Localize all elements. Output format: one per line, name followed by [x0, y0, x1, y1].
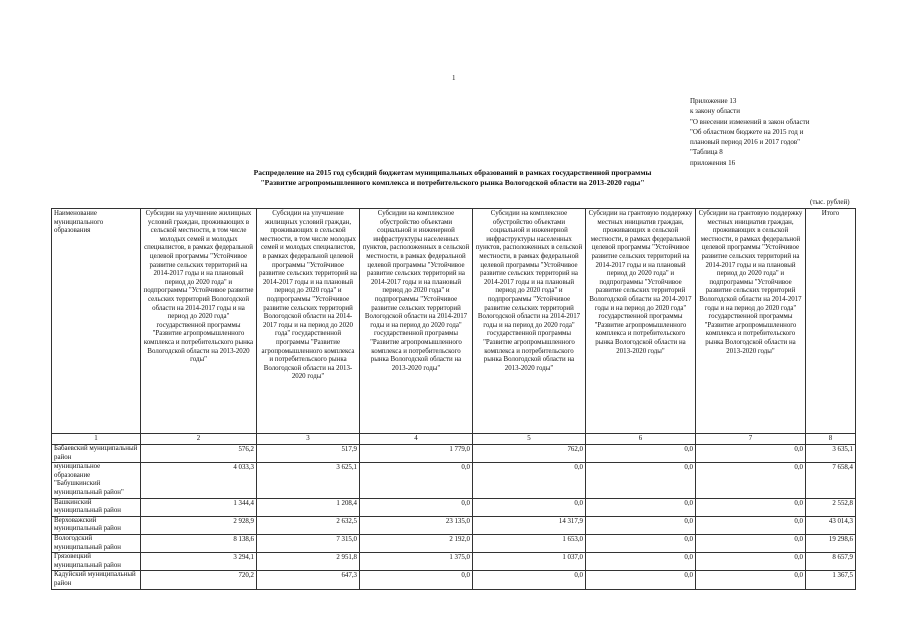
subsidy-value: [257, 498, 360, 516]
cell-value: 0,0: [574, 499, 583, 507]
title-line: "Развитие агропромышленного комплекса и потребительского рынка Вологодской области на 2013-2020 годы": [260, 178, 645, 187]
column-header: Итого: [806, 209, 856, 434]
cell-value: 4 033,3: [233, 464, 254, 472]
subsidy-value: [696, 534, 806, 552]
column-number: 7: [696, 434, 806, 445]
cell-value: 0,0: [684, 464, 693, 472]
subsidy-value: [586, 553, 696, 571]
cell-value: 43 014,3: [828, 517, 853, 525]
cell-value: 1 344,4: [233, 499, 254, 507]
cell-value: 0,0: [794, 446, 803, 453]
subsidy-value: [696, 445, 806, 463]
column-header: Субсидии на комплексное обустройство объектами социальной и инженерной инфраструктуры населенных пунктов, расположенных в сельской местности, в рамках федеральной целевой программы "Устойчивое развитие сельских территорий на 2014-2017 годы и на плановый период до 2020 года" и подпрограммы "Устойчивое развитие сельских территорий Вологодской области на 2014-2017 годы и на период до 2020 года" государственной программы "Развитие агропромышленного комплекса и потребительского рынка Вологодской области на 2013-2020 годы": [360, 209, 473, 434]
subsidy-value: [360, 571, 473, 589]
cell-value: 1 037,0: [562, 554, 583, 562]
subsidy-value: [473, 553, 586, 571]
cell-value: 2 951,8: [336, 554, 357, 562]
table-body: [52, 445, 856, 590]
title-line: Распределение на 2015 год субсидий бюджетам муниципальных образований в рамках государственной программы: [253, 168, 652, 177]
column-number: 5: [473, 434, 586, 445]
appendix-line: плановый период 2016 и 2017 годов": [690, 138, 801, 147]
subsidy-value: [473, 534, 586, 552]
cell-value: 2 192,0: [449, 535, 470, 543]
table-row: [52, 516, 856, 534]
district-name: муниципальное образование "Бабушкинский муниципальный район": [52, 463, 141, 498]
cell-value: 23 135,0: [445, 517, 470, 525]
page-number: 1: [452, 74, 456, 82]
appendix-line: "Об областном бюджете на 2015 год и: [690, 127, 804, 136]
subsidy-value: [696, 498, 806, 516]
cell-value: 0,0: [684, 572, 693, 580]
district-name: Кадуйский муниципальный район: [52, 571, 141, 589]
column-header: Субсидии на улучшение жилищных условий граждан, проживающих в сельской местности, в том числе молодых семей и молодых специалистов, в рамках федеральной целевой программы "Устойчивое развитие сельских территорий на 2014-2017 годы и на плановый период до 2020 года" и подпрограммы "Устойчивое развитие сельских территорий Вологодской области на 2014-2017 годы и на период до 2020 года" государственной программы "Развитие агропромышленного комплекса и потребительского рынка Вологодской области на 2013-2020 годы": [141, 209, 257, 434]
subsidy-value: [257, 516, 360, 534]
cell-value: 0,0: [794, 517, 803, 525]
cell-value: 0,0: [684, 446, 693, 453]
subsidy-value: [141, 516, 257, 534]
cell-value: 0,0: [794, 554, 803, 562]
subsidy-value: [586, 534, 696, 552]
appendix-line: приложения 16: [690, 158, 736, 167]
cell-value: 647,3: [341, 572, 357, 580]
column-number: 8: [806, 434, 856, 445]
cell-value: 0,0: [461, 464, 470, 472]
cell-value: 1 375,0: [449, 554, 470, 562]
subsidy-value: [360, 445, 473, 463]
subsidy-value: [586, 445, 696, 463]
cell-value: 1 367,5: [832, 572, 853, 580]
subsidy-value: [141, 553, 257, 571]
row-total: [806, 516, 856, 534]
column-header: Субсидии на грантовую поддержку местных инициатив граждан, проживающих в сельской местности, в рамках федеральной целевой программы "Устойчивое развитие сельских территорий на 2014-2017 годы и на плановый период до 2020 года" и подпрограммы "Устойчивое развитие сельских территорий Вологодской области на 2014-2017 годы и на период до 2020 года" государственной программы "Развитие агропромышленного комплекса и потребительского рынка Вологодской области на 2013-2020 годы": [586, 209, 696, 434]
subsidy-value: [473, 571, 586, 589]
cell-value: 0,0: [574, 572, 583, 580]
row-total: [806, 571, 856, 589]
cell-value: 2 552,8: [832, 499, 853, 507]
district-name: Грязовецкий муниципальный район: [52, 553, 141, 571]
cell-value: 1 653,0: [562, 535, 583, 543]
subsidy-value: [586, 571, 696, 589]
cell-value: 0,0: [684, 499, 693, 507]
subsidy-value: [586, 498, 696, 516]
subsidy-value: [696, 553, 806, 571]
cell-value: 1 208,4: [336, 499, 357, 507]
cell-value: 0,0: [461, 572, 470, 580]
district-name: Верховажский муниципальный район: [52, 516, 141, 534]
subsidy-value: [696, 463, 806, 498]
table-row: [52, 571, 856, 589]
table-row: [52, 553, 856, 571]
column-number: 2: [141, 434, 257, 445]
subsidy-value: [141, 445, 257, 463]
cell-value: 8 138,6: [233, 535, 254, 543]
row-total: [806, 534, 856, 552]
district-name: Вологодский муниципальный район: [52, 534, 141, 552]
subsidy-value: [360, 553, 473, 571]
subsidy-value: [141, 463, 257, 498]
subsidy-value: [586, 516, 696, 534]
row-total: [806, 553, 856, 571]
appendix-line: Приложение 13: [690, 97, 737, 105]
subsidy-value: [360, 516, 473, 534]
table-row: [52, 498, 856, 516]
table-row: [52, 463, 856, 498]
cell-value: 2 632,5: [336, 517, 357, 525]
column-header: Субсидии на улучшение жилищных условий граждан, проживающих в сельской местности, в том числе молодых семей и молодых специалистов, в рамках федеральной целевой программы "Устойчивое развитие сельских территорий на 2014-2017 годы и на плановый период до 2020 года" и подпрограммы "Устойчивое развитие сельских территорий Вологодской области на 2014-2017 годы и на период до 2020 года" государственной программы "Развитие агропромышленного комплекса и потребительского рынка Вологодской области на 2013-2020 годы": [257, 209, 360, 434]
column-number-row: [52, 434, 856, 445]
row-total: [806, 445, 856, 463]
subsidy-value: [473, 516, 586, 534]
cell-value: 3 635,1: [832, 446, 853, 453]
appendix-line: "Таблица 8: [690, 148, 723, 157]
subsidy-value: [473, 463, 586, 498]
subsidy-value: [257, 534, 360, 552]
cell-value: 3 294,1: [233, 554, 254, 562]
cell-value: 517,9: [341, 446, 357, 453]
subsidy-value: [141, 534, 257, 552]
cell-value: 0,0: [794, 535, 803, 543]
subsidy-table: [51, 208, 856, 590]
subsidy-value: [257, 463, 360, 498]
units-label: (тыс. рублей): [810, 198, 850, 206]
cell-value: 19 298,6: [828, 535, 853, 543]
cell-value: 1 779,0: [449, 446, 470, 453]
subsidy-value: [586, 463, 696, 498]
column-number: 6: [586, 434, 696, 445]
subsidy-value: [696, 571, 806, 589]
cell-value: 8 657,9: [832, 554, 853, 562]
subsidy-value: [360, 498, 473, 516]
appendix-line: "О внесении изменений в закон области: [690, 117, 810, 126]
appendix-line: к закону области: [690, 107, 740, 116]
subsidy-value: [696, 516, 806, 534]
subsidy-value: [141, 571, 257, 589]
district-name: Вашкинский муниципальный район: [52, 498, 141, 516]
cell-value: 0,0: [684, 535, 693, 543]
document-title: [0, 168, 905, 188]
subsidy-value: [473, 498, 586, 516]
cell-value: 2 928,9: [233, 517, 254, 525]
subsidy-value: [360, 463, 473, 498]
cell-value: 7 658,4: [832, 464, 853, 472]
column-header: Субсидии на грантовую поддержку местных инициатив граждан, проживающих в сельской местности, в рамках федеральной целевой программы "Устойчивое развитие сельских территорий на 2014-2017 годы и на плановый период до 2020 года" и подпрограммы "Устойчивое развитие сельских территорий Вологодской области на 2014-2017 годы и на период до 2020 года" государственной программы "Развитие агропромышленного комплекса и потребительского рынка Вологодской области на 2013-2020 годы": [696, 209, 806, 434]
row-total: [806, 498, 856, 516]
column-header: Наименование муниципального образования: [52, 209, 141, 434]
cell-value: 576,2: [238, 446, 254, 453]
subsidy-value: [473, 445, 586, 463]
cell-value: 0,0: [794, 572, 803, 580]
cell-value: 0,0: [684, 517, 693, 525]
column-number: 1: [52, 434, 141, 445]
subsidy-value: [360, 534, 473, 552]
subsidy-value: [257, 553, 360, 571]
header-row: [52, 209, 856, 434]
table-row: [52, 445, 856, 463]
subsidy-value: [141, 498, 257, 516]
cell-value: 0,0: [574, 464, 583, 472]
cell-value: 0,0: [794, 464, 803, 472]
cell-value: 14 317,9: [558, 517, 583, 525]
district-name: Бабаевский муниципальный район: [52, 445, 141, 463]
cell-value: 7 315,0: [336, 535, 357, 543]
subsidy-value: [257, 571, 360, 589]
cell-value: 0,0: [794, 499, 803, 507]
column-number: 4: [360, 434, 473, 445]
cell-value: 0,0: [461, 499, 470, 507]
cell-value: 0,0: [684, 554, 693, 562]
column-number: 3: [257, 434, 360, 445]
cell-value: 720,2: [238, 572, 254, 580]
cell-value: 3 625,1: [336, 464, 357, 472]
appendix-header: [690, 96, 809, 168]
table-row: [52, 534, 856, 552]
row-total: [806, 463, 856, 498]
column-header: Субсидии на комплексное обустройство объектами социальной и инженерной инфраструктуры населенных пунктов, расположенных в сельской местности, в рамках федеральной целевой программы "Устойчивое развитие сельских территорий на 2014-2017 годы и на плановый период до 2020 года" и подпрограммы "Устойчивое развитие сельских территорий Вологодской области на 2014-2017 годы и на период до 2020 года" государственной программы "Развитие агропромышленного комплекса и потребительского рынка Вологодской области на 2013-2020 годы": [473, 209, 586, 434]
subsidy-value: [257, 445, 360, 463]
cell-value: 762,0: [567, 446, 583, 453]
